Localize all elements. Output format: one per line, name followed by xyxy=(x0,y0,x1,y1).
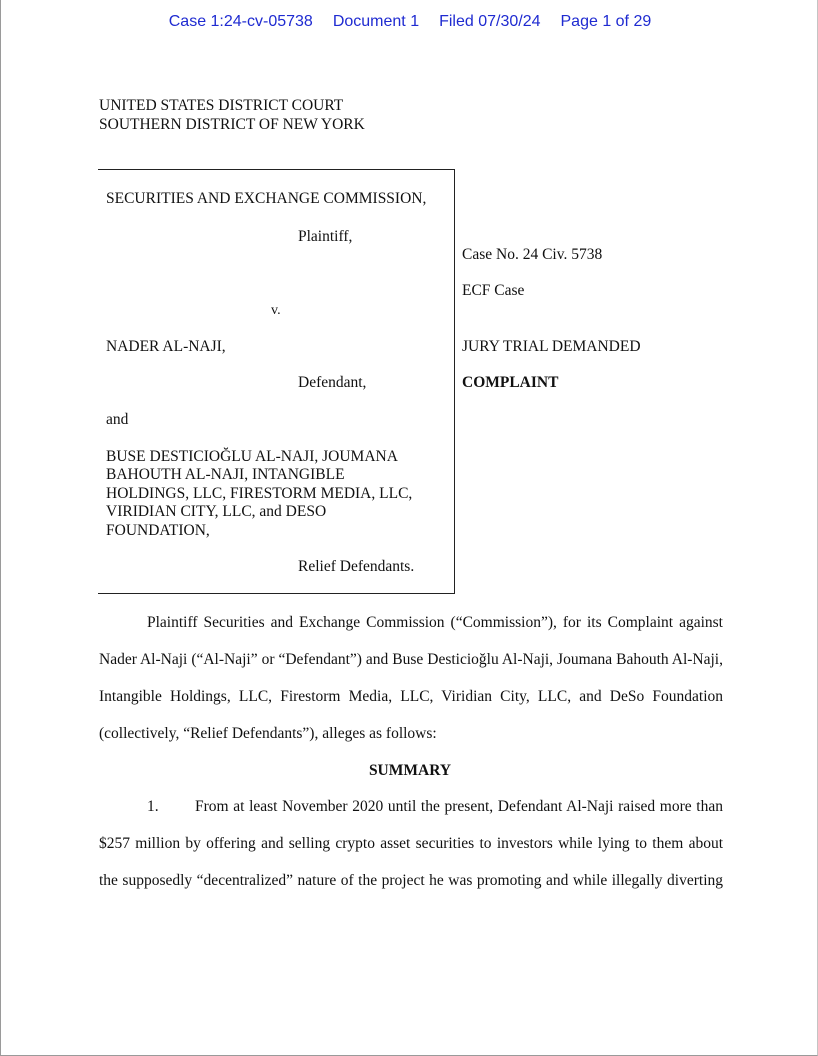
jury-trial-demanded: JURY TRIAL DEMANDED xyxy=(462,338,641,355)
paragraph-line: the supposedly “decentralized” nature of the project he was promoting and while illegally diverting xyxy=(99,872,723,889)
plaintiff-label: Plaintiff, xyxy=(298,228,353,245)
paragraph-line: From at least November 2020 until the present, Defendant Al-Naji raised more than xyxy=(195,798,723,815)
relief-defendants-line: BAHOUTH AL-NAJI, INTANGIBLE xyxy=(106,466,345,483)
ecf-case: ECF Case xyxy=(462,282,525,299)
relief-defendants-line: VIRIDIAN CITY, LLC, and DESO xyxy=(106,503,327,520)
relief-defendants-label: Relief Defendants. xyxy=(298,558,415,575)
intro-line: Intangible Holdings, LLC, Firestorm Media, LLC, Viridian City, LLC, and DeSo Foundation xyxy=(99,688,723,705)
case-number: Case No. 24 Civ. 5738 xyxy=(462,246,603,263)
intro-line: Plaintiff Securities and Exchange Commission (“Commission”), for its Complaint against xyxy=(147,614,723,631)
stamp-document-number: Document 1 xyxy=(332,13,420,30)
intro-line: (collectively, “Relief Defendants”), alleges as follows: xyxy=(99,725,437,742)
court-name-line-1: UNITED STATES DISTRICT COURT xyxy=(99,97,344,114)
stamp-page-number: Page 1 of 29 xyxy=(560,13,652,30)
plaintiff-name: SECURITIES AND EXCHANGE COMMISSION, xyxy=(106,190,427,207)
stamp-filed-date: Filed 07/30/24 xyxy=(439,13,541,30)
document-title: COMPLAINT xyxy=(462,374,559,391)
paragraph-number: 1. xyxy=(147,798,159,815)
section-heading-summary: SUMMARY xyxy=(368,762,452,779)
defendant-name: NADER AL-NAJI, xyxy=(106,338,226,355)
stamp-case-number: Case 1:24-cv-05738 xyxy=(168,13,313,30)
versus: v. xyxy=(271,303,281,318)
ecf-header-stamp xyxy=(1,13,818,31)
paragraph-line: $257 million by offering and selling crypto asset securities to investors while lying to them about xyxy=(99,835,723,852)
relief-defendants-line: FOUNDATION, xyxy=(106,522,210,539)
and-connector: and xyxy=(106,411,129,428)
intro-line: Nader Al-Naji (“Al-Naji” or “Defendant”) and Buse Desticioğlu Al-Naji, Joumana Bahouth Al-Naji, xyxy=(99,651,723,668)
court-name-line-2: SOUTHERN DISTRICT OF NEW YORK xyxy=(99,116,365,133)
defendant-label: Defendant, xyxy=(298,374,367,391)
relief-defendants-line: BUSE DESTICIOĞLU AL-NAJI, JOUMANA xyxy=(106,448,398,465)
relief-defendants-line: HOLDINGS, LLC, FIRESTORM MEDIA, LLC, xyxy=(106,485,413,502)
